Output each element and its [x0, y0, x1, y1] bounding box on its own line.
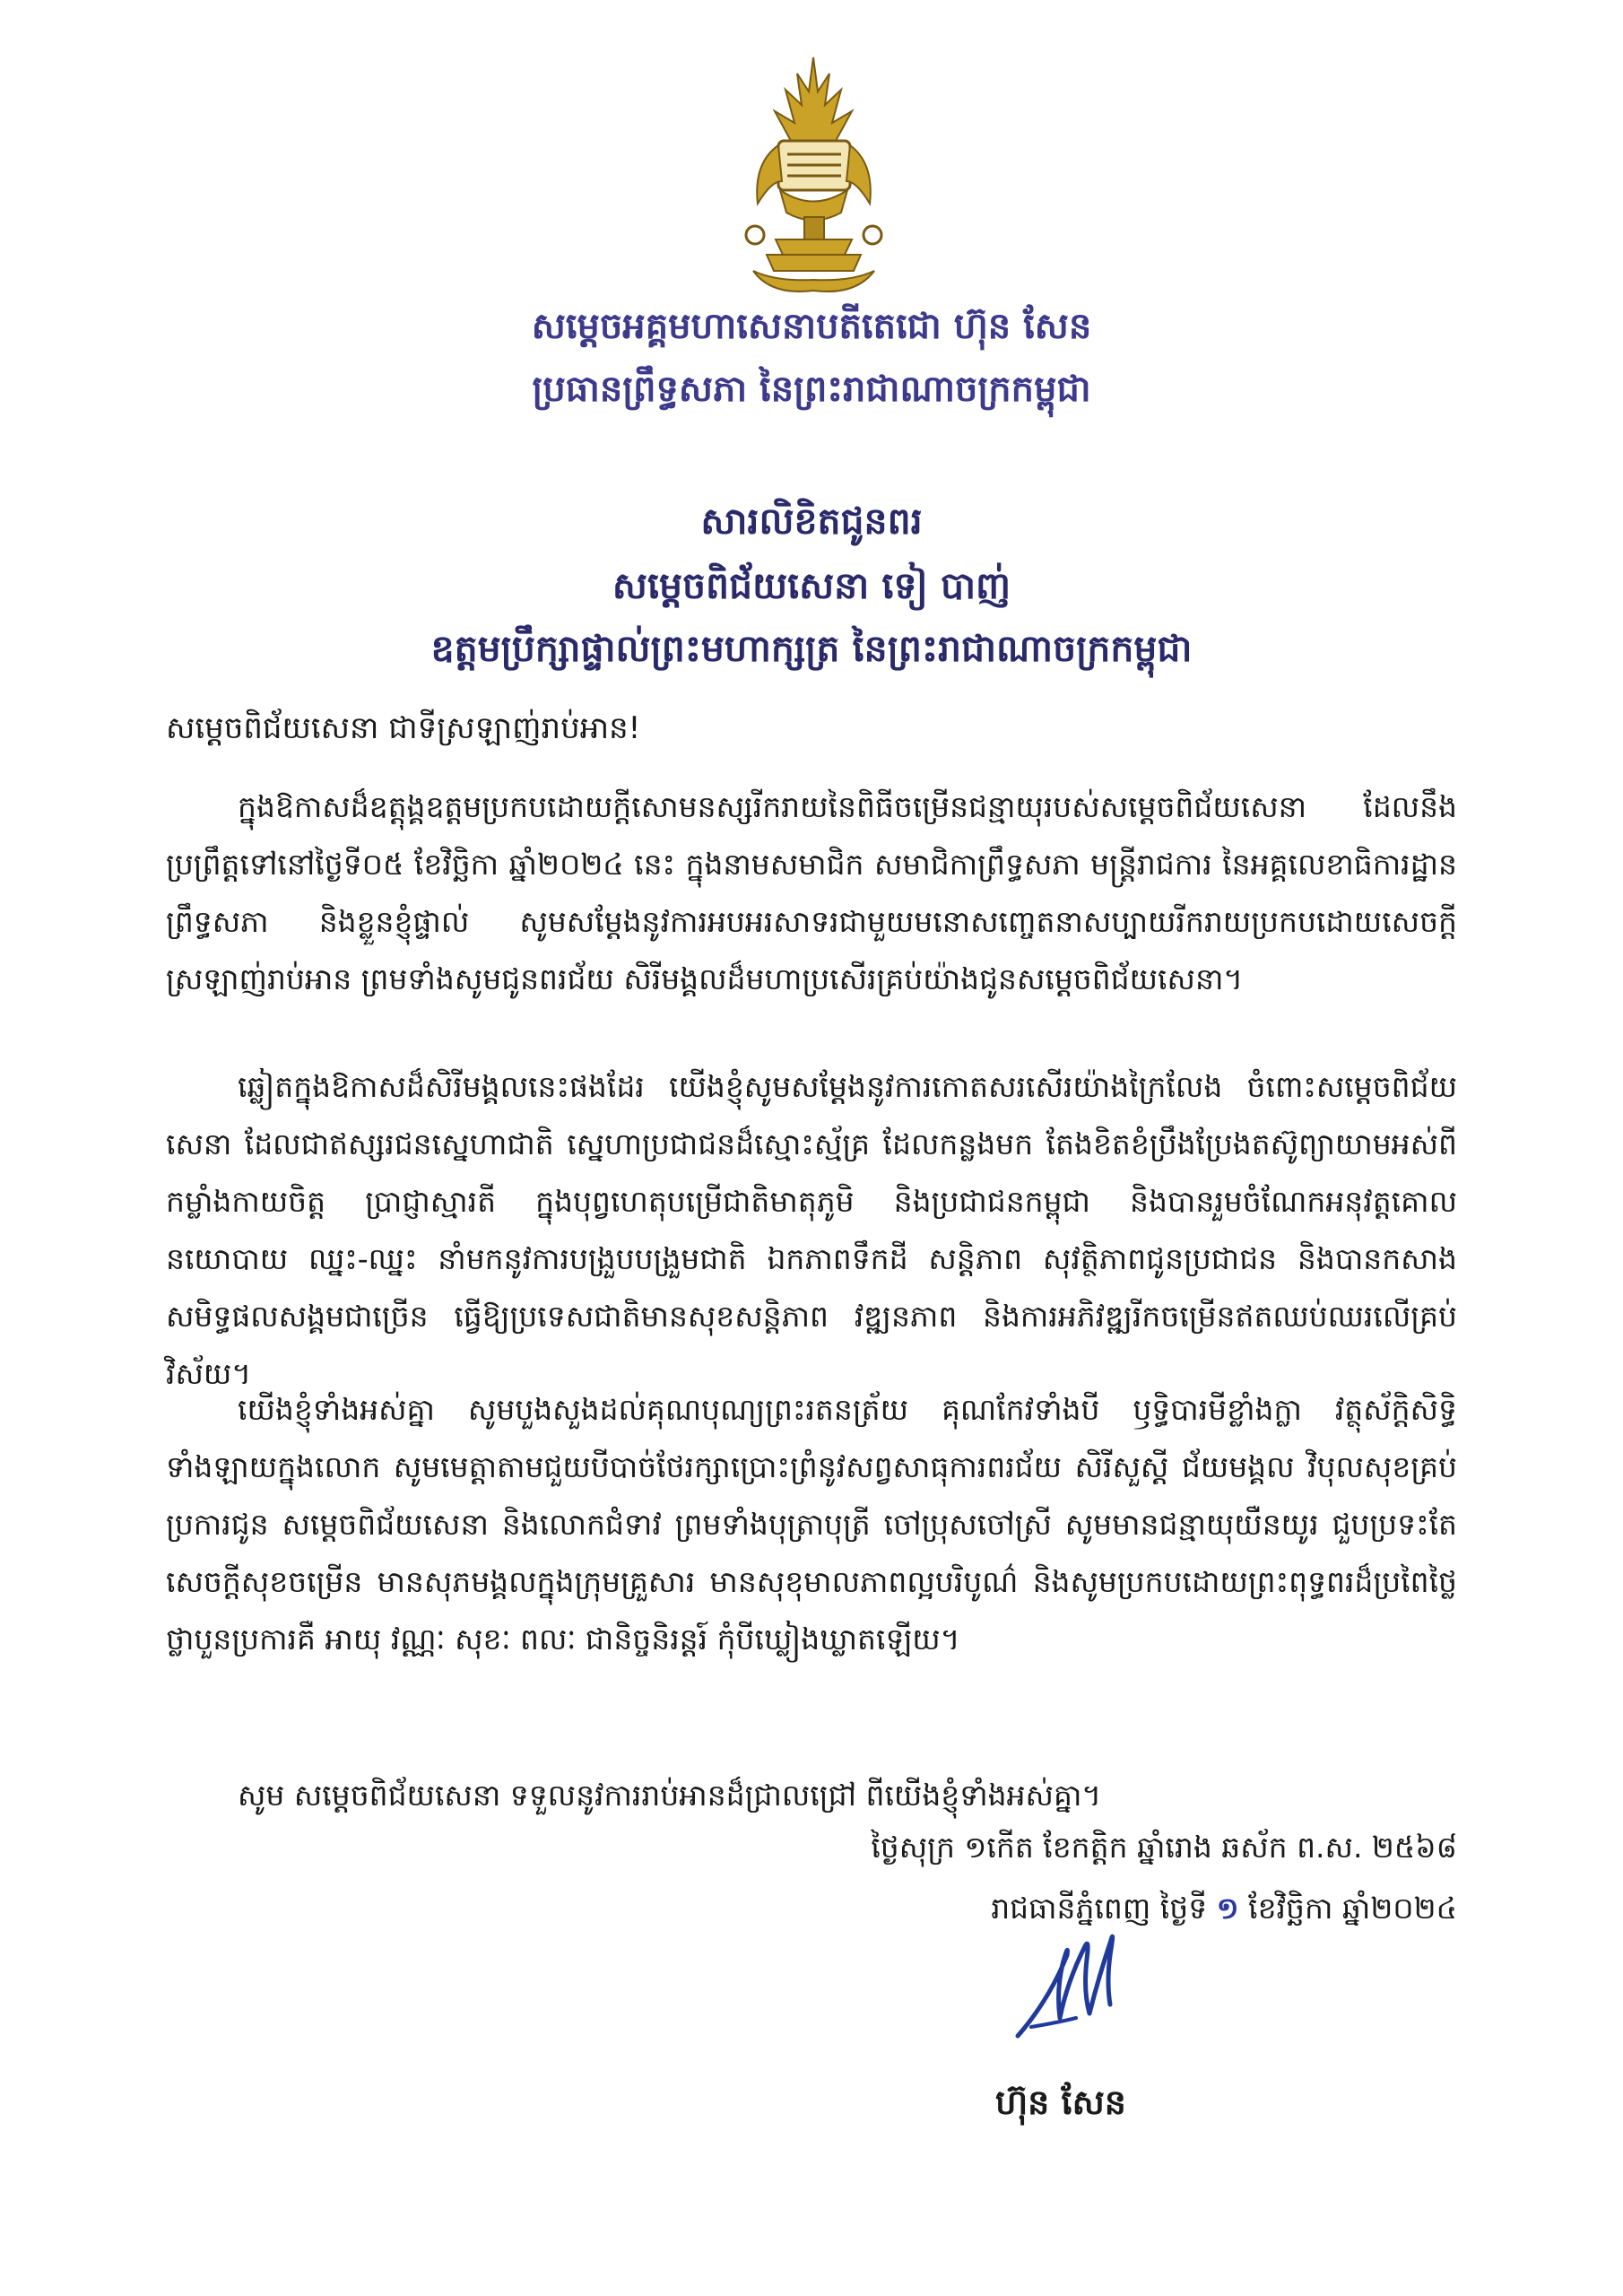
recipient-name: សម្ដេចពិជ័យសេនា ទៀ បាញ់ [612, 564, 1011, 607]
senate-emblem-icon [735, 56, 892, 298]
solar-date-day: ១ [1216, 1891, 1239, 1926]
signer-name: ហ៊ុន សែន [995, 2083, 1126, 2122]
paragraph-3: យើងខ្ញុំទាំងអស់គ្នា សូមបួងសួងដល់គុណបុណ្យព្រះរតនត្រ័យ គុណកែវទាំងបី ឫទ្ធិបារមីខ្លាំងក្លា វត្ថុស័ក្ដិសិទ្ធិទាំងឡាយក្នុងលោក សូមមេត្តាតាមជួយបីបាច់ថែរក្សាប្រោះព្រំនូវសព្វសាធុការពរជ័យ សិរីសួស្ដី ជ័យមង្គល វិបុលសុខគ្រប់ប្រការជូន សម្ដេចពិជ័យសេនា និងលោកជំទាវ ព្រមទាំងបុត្រាបុត្រី ចៅប្រុសចៅស្រី សូមមានជន្មាយុយឺនយូរ ជួបប្រទះតែសេចក្ដីសុខចម្រើន មានសុភមង្គលក្នុងក្រុមគ្រួសារ មានសុខុមាលភាពល្អបរិបូណ៌ និងសូមប្រកបដោយព្រះពុទ្ធពរដ៏ប្រពៃថ្លៃថ្លាបួនប្រការគឺ អាយុ វណ្ណៈ សុខៈ ពលៈ ជានិច្ចនិរន្តរ៍ កុំបីឃ្លៀងឃ្លាតឡើយ។ [166, 1392, 1457, 1657]
solar-date [991, 1891, 1457, 1934]
paragraph-1: ក្នុងឱកាសដ៏ឧត្ដុង្គឧត្ដមប្រកបដោយក្ដីសោមនស្សរីករាយនៃពិធីចម្រើនជន្មាយុរបស់សម្ដេចពិជ័យសេនា ដែលនឹងប្រព្រឹត្តទៅនៅថ្ងៃទី០៥ ខែវិច្ឆិកា ឆ្នាំ២០២៤ នេះ ក្នុងនាមសមាជិក សមាជិកាព្រឹទ្ធសភា មន្ត្រីរាជការ នៃអគ្គលេខាធិការដ្ឋានព្រឹទ្ធសភា និងខ្លួនខ្ញុំផ្ទាល់ សូមសម្ដែងនូវការអបអរសាទរជាមួយមនោសញ្ចេតនាសប្បាយរីករាយប្រកបដោយសេចក្ដីស្រឡាញ់រាប់អាន ព្រមទាំងសូមជូនពរជ័យ សិរីមង្គលដ៏មហាប្រសើរគ្រប់យ៉ាងជូនសម្ដេចពិជ័យសេនា។ [166, 789, 1457, 996]
solar-date-prefix: រាជធានីភ្នំពេញ ថ្ងៃទី [991, 1891, 1208, 1926]
recipient-position: ឧត្តមប្រឹក្សាផ្ទាល់ព្រះមហាក្សត្រ នៃព្រះរាជាណាចក្រកម្ពុជា [430, 627, 1193, 670]
solar-date-suffix: ខែវិច្ឆិកា ឆ្នាំ២០២៤ [1248, 1891, 1457, 1926]
signature-icon [1013, 1928, 1157, 2045]
sender-name: សម្ដេចអគ្គមហាសេនាបតីតេជោ ហ៊ុន សែន [531, 306, 1092, 347]
greeting: សម្ដេចពិជ័យសេនា ជាទីស្រឡាញ់រាប់អាន! [166, 710, 641, 746]
paragraph-2: ឆ្លៀតក្នុងឱកាសដ៏សិរីមង្គលនេះផងដែរ យើងខ្ញុំសូមសម្ដែងនូវការកោតសរសើរយ៉ាងក្រៃលែង ចំពោះសម្ដេចពិជ័យសេនា ដែលជាឥស្សរជនស្នេហាជាតិ ស្នេហាប្រជាជនដ៏ស្មោះស្ម័គ្រ ដែលកន្លងមក តែងខិតខំប្រឹងប្រែងតស៊ូព្យាយាមអស់ពីកម្លាំងកាយចិត្ត ប្រាជ្ញាស្មារតី ក្នុងបុព្វហេតុបម្រើជាតិមាតុភូមិ និងប្រជាជនកម្ពុជា និងបានរួមចំណែកអនុវត្តគោលនយោបាយ ឈ្នះ-ឈ្នះ នាំមកនូវការបង្រួបបង្រួមជាតិ ឯកភាពទឹកដី សន្តិភាព សុវត្ថិភាពជូនប្រជាជន និងបានកសាងសមិទ្ធផលសង្គមជាច្រើន ធ្វើឱ្យប្រទេសជាតិមានសុខសន្តិភាព វឌ្ឍនភាព និងការអភិវឌ្ឍរីកចម្រើនឥតឈប់ឈរលើគ្រប់វិស័យ។ [166, 1069, 1457, 1391]
sender-position: ប្រធានព្រឹទ្ធសភា នៃព្រះរាជាណាចក្រកម្ពុជា [532, 369, 1091, 410]
paragraph-4: សូម សម្ដេចពិជ័យសេនា ទទួលនូវការរាប់អានដ៏ជ្រាលជ្រៅ ពីយើងខ្ញុំទាំងអស់គ្នា។ [238, 1778, 1102, 1813]
letter-title: សារលិខិតជូនពរ [700, 500, 923, 543]
lunar-date: ថ្ងៃសុក្រ ១កើត ខែកត្តិក ឆ្នាំរោង ឆស័ក ព.ស. ២៥៦៨ [871, 1830, 1457, 1865]
